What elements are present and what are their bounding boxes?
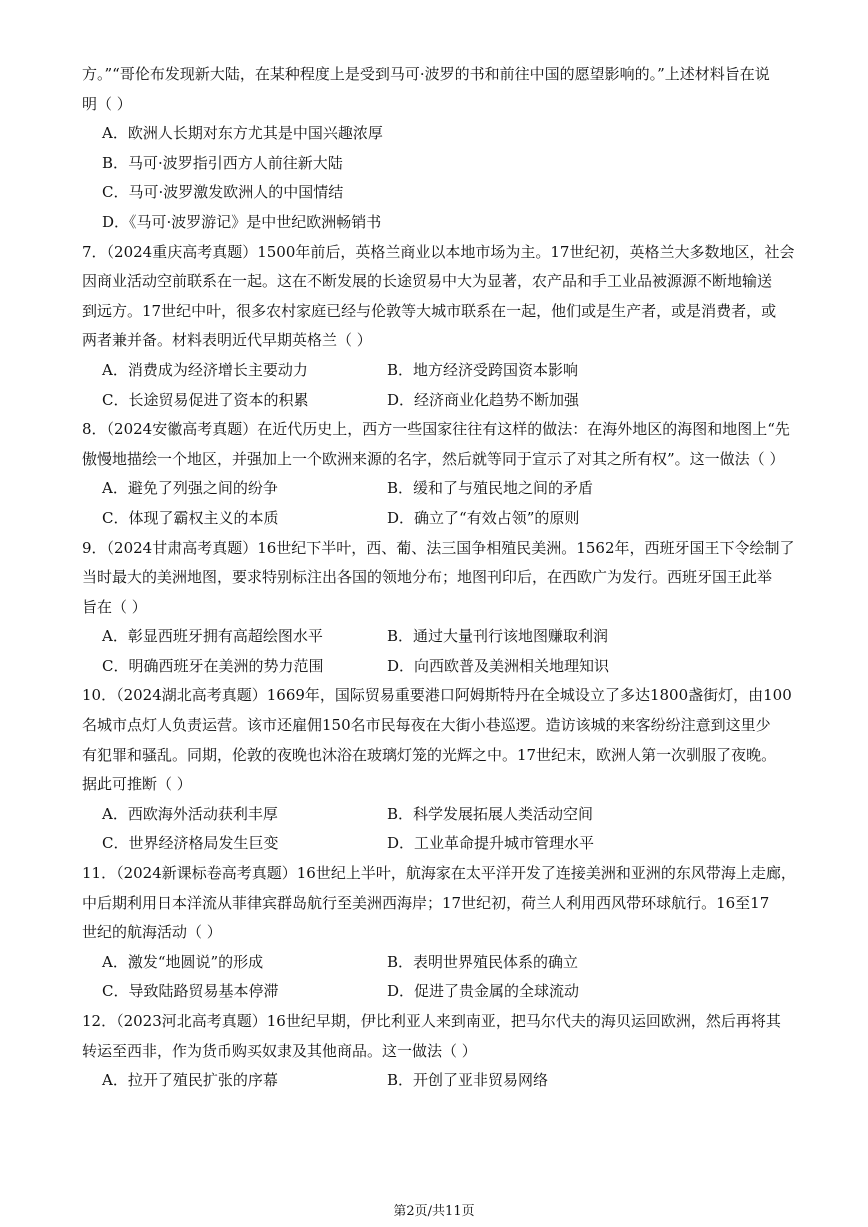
- question-text-line: 有犯罪和骚乱。同期，伦敦的夜晚也沐浴在玻璃灯笼的光辉之中。17世纪末，欧洲人第一次驯服了夜晚。: [82, 745, 777, 764]
- option-c[interactable]: C．马可·波罗激发欧洲人的中国情结: [102, 183, 344, 202]
- question-text-line: 明（ ）: [82, 94, 132, 113]
- question-text-line: 世纪的航海活动（ ）: [82, 923, 222, 942]
- option-b[interactable]: B．地方经济受跨国资本影响: [387, 360, 579, 379]
- option-d[interactable]: D．促进了贵金属的全球流动: [387, 982, 580, 1001]
- question-text-line: 到远方。17世纪中叶，很多农村家庭已经与伦敦等大城市联系在一起，他们或是生产者，或是消费者，或: [82, 301, 777, 320]
- option-a[interactable]: A．彰显西班牙拥有高超绘图水平: [102, 627, 323, 646]
- option-c[interactable]: C．长途贸易促进了资本的积累: [102, 390, 309, 409]
- question-7: [82, 238, 794, 416]
- option-d[interactable]: D．确立了“有效占领”的原则: [387, 508, 580, 527]
- option-b[interactable]: B．表明世界殖民体系的确立: [387, 952, 579, 971]
- option-a[interactable]: A．消费成为经济增长主要动力: [102, 360, 308, 379]
- options-row: [82, 504, 794, 534]
- option-a[interactable]: A．拉开了殖民扩张的序幕: [102, 1071, 278, 1090]
- option-a[interactable]: A．避免了列强之间的纷争: [102, 479, 278, 498]
- question-10: [82, 681, 794, 859]
- option-d[interactable]: D．工业革命提升城市管理水平: [387, 834, 595, 853]
- question-text-line: 9．（2024甘肃高考真题）16世纪下半叶，西、葡、法三国争相殖民美洲。1562年，西班牙国王下令绘制了: [82, 538, 795, 557]
- question-text-line: 12．（2023河北高考真题）16世纪早期，伊比利亚人来到南亚，把马尔代夫的海贝运回欧洲，然后再将其: [82, 1012, 781, 1030]
- page-number: 第2页/共11页: [393, 1204, 475, 1219]
- question-text-line: 11．（2024新课标卷高考真题）16世纪上半叶，航海家在太平洋开发了连接美洲和亚洲的东风带海上走廊，: [82, 864, 796, 883]
- option-d[interactable]: D．向西欧普及美洲相关地理知识: [387, 656, 610, 675]
- option-a[interactable]: A．西欧海外活动获利丰厚: [102, 804, 278, 823]
- question-text-line: 中后期利用日本洋流从菲律宾群岛航行至美洲西海岸；17世纪初，荷兰人利用西风带环球航行。16至17: [82, 893, 770, 912]
- option-c[interactable]: C．明确西班牙在美洲的势力范围: [102, 656, 324, 675]
- question-text-line: 两者兼并备。材料表明近代早期英格兰（ ）: [82, 331, 372, 350]
- options-row: [82, 474, 794, 504]
- option-b[interactable]: B．马可·波罗指引西方人前往新大陆: [102, 153, 343, 172]
- question-text-line: 傲慢地描绘一个地区，并强加上一个欧洲来源的名字，然后就等同于宣示了对其之所有权”。这一做法（ ）: [82, 449, 785, 468]
- option-d[interactable]: D．《马可·波罗游记》是中世纪欧洲畅销书: [102, 212, 382, 231]
- option-b[interactable]: B．缓和了与殖民地之间的矛盾: [387, 479, 594, 498]
- option-a[interactable]: A．激发“地圆说”的形成: [102, 952, 264, 971]
- option-c[interactable]: C．体现了霸权主义的本质: [102, 508, 279, 527]
- question-text-line: 名城市点灯人负责运营。该市还雇佣150名市民每夜在大街小巷巡逻。造访该城的来客纷纷注意到这里少: [82, 716, 771, 735]
- question-text-line: 因商业活动空前联系在一起。这在不断发展的长途贸易中大为显著，农产品和手工业品被源源不断地输送: [82, 272, 773, 291]
- question-text-line: 转运至西非，作为货币购买奴隶及其他商品。这一做法（ ）: [82, 1041, 477, 1060]
- options-row: [82, 356, 794, 386]
- option-c[interactable]: C．世界经济格局发生巨变: [102, 834, 279, 853]
- option-c[interactable]: C．导致陆路贸易基本停滞: [102, 982, 279, 1001]
- page-content: [82, 60, 794, 1096]
- options-row: [82, 1066, 794, 1096]
- question-text-line: 方。”“哥伦布发现新大陆，在某种程度上是受到马可·波罗的书和前往中国的愿望影响的。”上述材料旨在说: [82, 65, 770, 83]
- options-row: [82, 652, 794, 682]
- question-9: [82, 534, 794, 682]
- question-text-line: 7．（2024重庆高考真题）1500年前后，英格兰商业以本地市场为主。17世纪初，英格兰大多数地区，社会: [82, 242, 795, 261]
- options-row: [82, 977, 794, 1007]
- question-6-tail: [82, 60, 794, 238]
- question-11: [82, 859, 794, 1007]
- question-text-line: 10．（2024湖北高考真题）1669年，国际贸易重要港口阿姆斯特丹在全城设立了多达1800盏街灯，由100: [82, 686, 792, 705]
- options-row: [82, 386, 794, 416]
- options-row: [82, 800, 794, 830]
- option-b[interactable]: B．开创了亚非贸易网络: [387, 1071, 549, 1090]
- question-text-line: 8．（2024安徽高考真题）在近代历史上，西方一些国家往往有这样的做法：在海外地区的海图和地图上“先: [82, 420, 790, 439]
- question-text-line: 旨在（ ）: [82, 597, 147, 616]
- option-b[interactable]: B．科学发展拓展人类活动空间: [387, 804, 594, 823]
- question-8: [82, 415, 794, 533]
- question-text-line: 据此可推断（ ）: [82, 775, 192, 794]
- options-row: [82, 948, 794, 978]
- option-b[interactable]: B．通过大量刊行该地图赚取利润: [387, 627, 609, 646]
- question-12: [82, 1007, 794, 1096]
- option-d[interactable]: D．经济商业化趋势不断加强: [387, 390, 580, 409]
- option-a[interactable]: A．欧洲人长期对东方尤其是中国兴趣浓厚: [102, 124, 383, 143]
- options-row: [82, 829, 794, 859]
- options-row: [82, 622, 794, 652]
- question-text-line: 当时最大的美洲地图，要求特别标注出各国的领地分布；地图刊印后，在西欧广为发行。西班牙国王此举: [82, 568, 773, 587]
